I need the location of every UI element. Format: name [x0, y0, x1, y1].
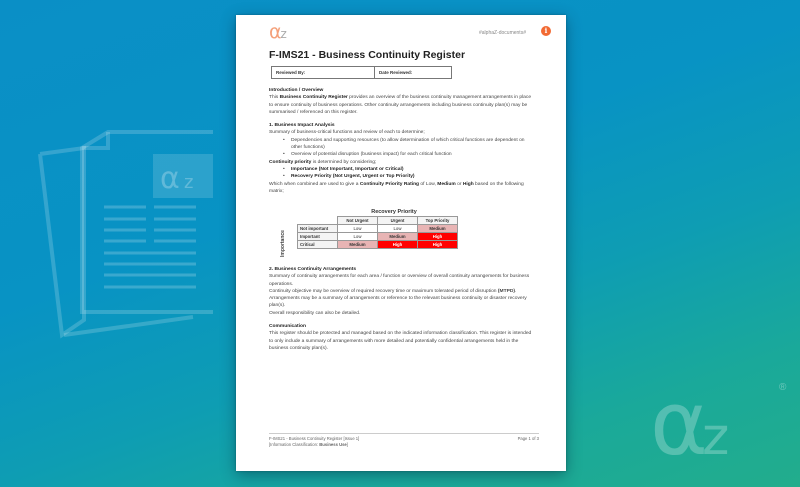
matrix-cell: Medium	[378, 233, 418, 241]
matrix-row-header: Not important	[298, 225, 338, 233]
svg-text:α: α	[160, 161, 180, 196]
intro-paragraph: This Business Continuity Register provides an overview of the business continuity management arrangements in place to ensure continuity of business operations. Other continuity arrangements including business continuity plan(s) may be summarised / referenced on this register.	[269, 95, 532, 115]
bia-summary: Summary of business-critical functions and review of each to determine;	[269, 130, 425, 136]
matrix-col-header: Urgent	[378, 217, 418, 225]
matrix-cell: Medium	[418, 225, 458, 233]
document-footer	[269, 433, 539, 448]
info-icon[interactable]: i	[541, 26, 551, 36]
matrix-col-header: Not Urgent	[338, 217, 378, 225]
list-item: • Overview of potential disruption (business impact) for each critical function	[283, 151, 534, 158]
list-item: • Recovery Priority (Not Urgent, Urgent or Top Priority)	[283, 173, 534, 180]
matrix-row-header: Critical	[298, 241, 338, 249]
priority-matrix	[280, 209, 474, 257]
matrix-vertical-label: Importance	[280, 230, 286, 257]
matrix-title: Recovery Priority	[371, 209, 417, 215]
matrix-cell: Low	[338, 233, 378, 241]
matrix-cell: Low	[378, 225, 418, 233]
background-brand-logo: αz	[650, 372, 724, 475]
document-body-section-2	[269, 266, 534, 352]
combined-rating-text: Which when combined are used to give a Continuity Priority Rating of Low, Medium or High based on the following matrix;	[269, 181, 524, 194]
list-item: • Importance (Not Important, Important or Critical)	[283, 166, 534, 173]
registered-mark: ®	[779, 382, 787, 393]
matrix-cell: Low	[338, 225, 378, 233]
priority-criteria	[269, 166, 534, 181]
communication-heading: Communication	[269, 324, 306, 330]
bca-paragraph-3: Arrangements may be a summary of arrangements or reference to the relevant business continuity or disaster recovery plan(s).	[269, 296, 527, 309]
document-hashtag: #alphaZ-documents#	[479, 30, 526, 36]
svg-text:z: z	[184, 172, 194, 193]
bia-heading: 1. Business Impact Analysis	[269, 123, 335, 129]
document-page	[236, 15, 566, 471]
page-number: Page 1 of 3	[517, 436, 539, 441]
matrix-table	[297, 216, 458, 249]
intro-heading: Introduction / Overview	[269, 88, 324, 93]
bia-bullets	[269, 137, 534, 159]
matrix-cell: High	[418, 233, 458, 241]
table-row	[298, 233, 458, 241]
bca-heading: 2. Business Continuity Arrangements	[269, 267, 357, 272]
bca-paragraph-1: Summary of continuity arrangements for each area / function or overview of overall continuity arrangements for business operations.	[269, 274, 530, 287]
footer-doc-ref: F-IMS21 - Business Continuity Register [Issue 1]	[269, 436, 360, 441]
brand-logo: αz	[269, 21, 286, 43]
reviewed-by-field: Reviewed By:	[272, 67, 375, 78]
document-title: F-IMS21 - Business Continuity Register	[269, 49, 466, 61]
matrix-cell: High	[418, 241, 458, 249]
document-stack-icon	[18, 130, 213, 345]
matrix-col-header: Top Priority	[418, 217, 458, 225]
review-table	[271, 66, 452, 79]
document-body-section-1	[269, 87, 534, 195]
date-reviewed-field: Date Reviewed:	[379, 70, 413, 75]
list-item: • Dependencies and supporting resources (to allow determination of which critical functions are dependent on other functions)	[283, 137, 534, 152]
matrix-row-header: Important	[298, 233, 338, 241]
table-row	[298, 241, 458, 249]
table-row	[298, 225, 458, 233]
footer-classification: [Information Classification: Business Use]	[269, 442, 348, 447]
bca-paragraph-2: Continuity objective may be overview of required recovery time or maximum tolerated period of disruption (MTPD).	[269, 288, 517, 294]
bca-paragraph-4: Overall responsibility can also be detailed.	[269, 310, 361, 316]
matrix-cell: High	[378, 241, 418, 249]
priority-intro: Continuity priority is determined by considering;	[269, 159, 377, 165]
communication-paragraph: This register should be protected and managed based on the indicated information classification. This register is intended to only include a summary of arrangements with more detailed and potentially confidential arrangements held in the business continuity plan(s).	[269, 331, 532, 351]
matrix-cell: Medium	[338, 241, 378, 249]
